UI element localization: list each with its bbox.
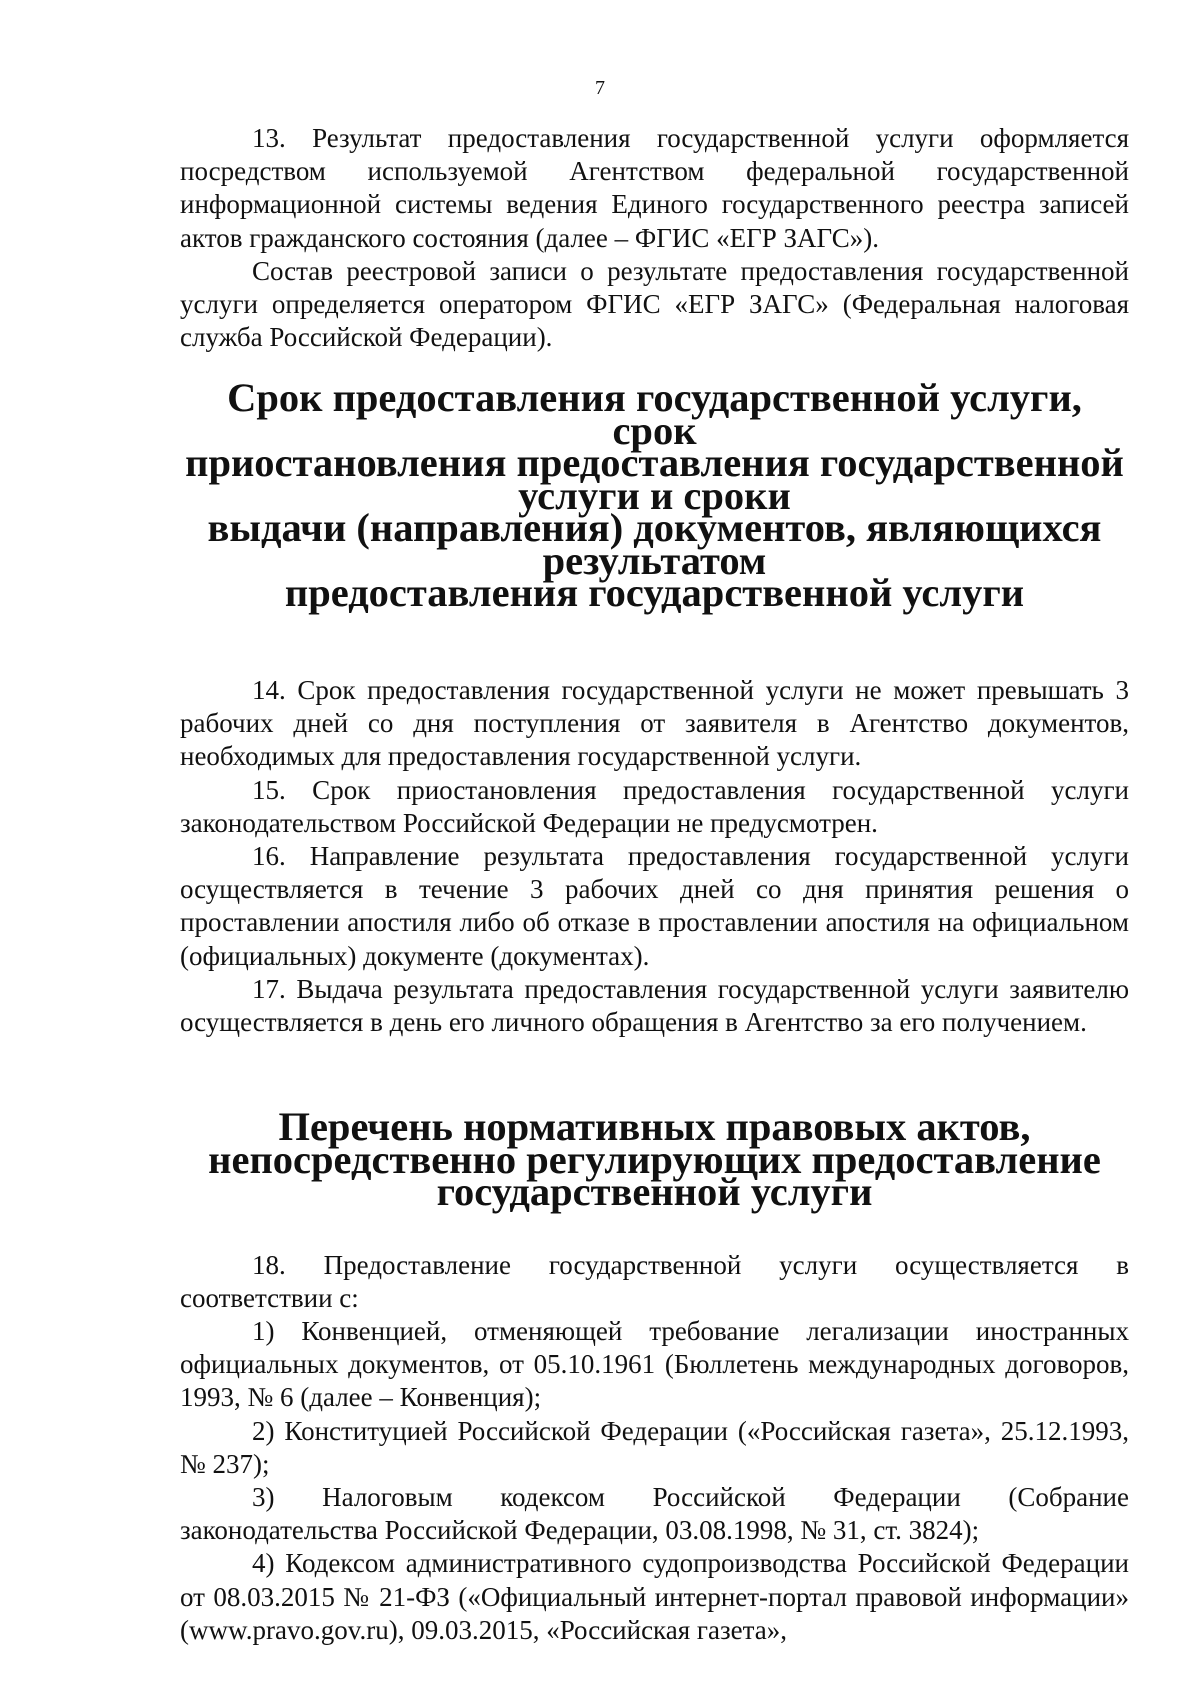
- paragraph-registry-record-composition: Состав реестровой записи о результате предоставления государственной услуги определяется оператором ФГИС «ЕГР ЗАГС» (Федеральная налоговая служба Российской Федерации).: [180, 255, 1129, 353]
- list-item-convention: 1) Конвенцией, отменяющей требование легализации иностранных официальных документов, от 05.10.1961 (Бюллетень международных договоров, 1993, № 6 (далее – Конвенция);: [180, 1316, 1129, 1413]
- paragraph-16-result-delivery: 16. Направление результата предоставления государственной услуги осуществляется в течение 3 рабочих дней со дня принятия решения о проставлении апостиля либо об отказе в проставлении апостиля на официальном (официальных) документе (документах).: [180, 840, 1129, 971]
- paragraph-13-result-registration: 13. Результат предоставления государственной услуги оформляется посредством используемой Агентством федеральной государственной информационной системы ведения Единого государственного реестра записей актов гражданского состояния (далее – ФГИС «ЕГР ЗАГС»).: [180, 123, 1129, 253]
- list-item-tax-code: 3) Налоговым кодексом Российской Федерации (Собрание законодательства Российской Федерации, 03.08.1998, № 31, ст. 3824);: [180, 1482, 1129, 1546]
- paragraph-15-suspension-term: 15. Срок приостановления предоставления государственной услуги законодательством Российской Федерации не предусмотрен.: [180, 774, 1129, 838]
- heading-line: предоставления государственной услуги: [284, 570, 1025, 616]
- section-heading-service-term: [180, 375, 1129, 616]
- section-heading-legal-acts: [180, 1104, 1129, 1215]
- paragraph-18-legal-basis: 18. Предоставление государственной услуги осуществляется в соответствии с:: [180, 1249, 1129, 1313]
- list-item-administrative-procedure-code: 4) Кодексом административного судопроизводства Российской Федерации от 08.03.2015 № 21-ФЗ («Официальный интернет-портал правовой информации» (www.pravo.gov.ru), 09.03.2015, «Российская газета»,: [180, 1548, 1129, 1645]
- page-content: [180, 122, 1129, 1647]
- paragraph-14-service-term: 14. Срок предоставления государственной услуги не может превышать 3 рабочих дней со дня поступления от заявителя в Агентство документов, необходимых для предоставления государственной услуги.: [180, 674, 1129, 772]
- list-item-constitution: 2) Конституцией Российской Федерации («Российская газета», 25.12.1993, № 237);: [180, 1415, 1129, 1479]
- heading-line: выдачи (направления) документов, являющихся результатом: [207, 505, 1102, 583]
- heading-line: Срок предоставления государственной услуги, срок: [227, 375, 1082, 453]
- heading-line: Перечень нормативных правовых актов,: [278, 1104, 1031, 1150]
- heading-line: непосредственно регулирующих предоставление: [208, 1136, 1101, 1182]
- heading-line: государственной услуги: [436, 1169, 873, 1215]
- heading-line: приостановления предоставления государственной услуги и сроки: [185, 440, 1124, 518]
- page-number: 7: [595, 77, 605, 99]
- paragraph-17-result-issuance: 17. Выдача результата предоставления государственной услуги заявителю осуществляется в день его личного обращения в Агентство за его получением.: [180, 973, 1129, 1037]
